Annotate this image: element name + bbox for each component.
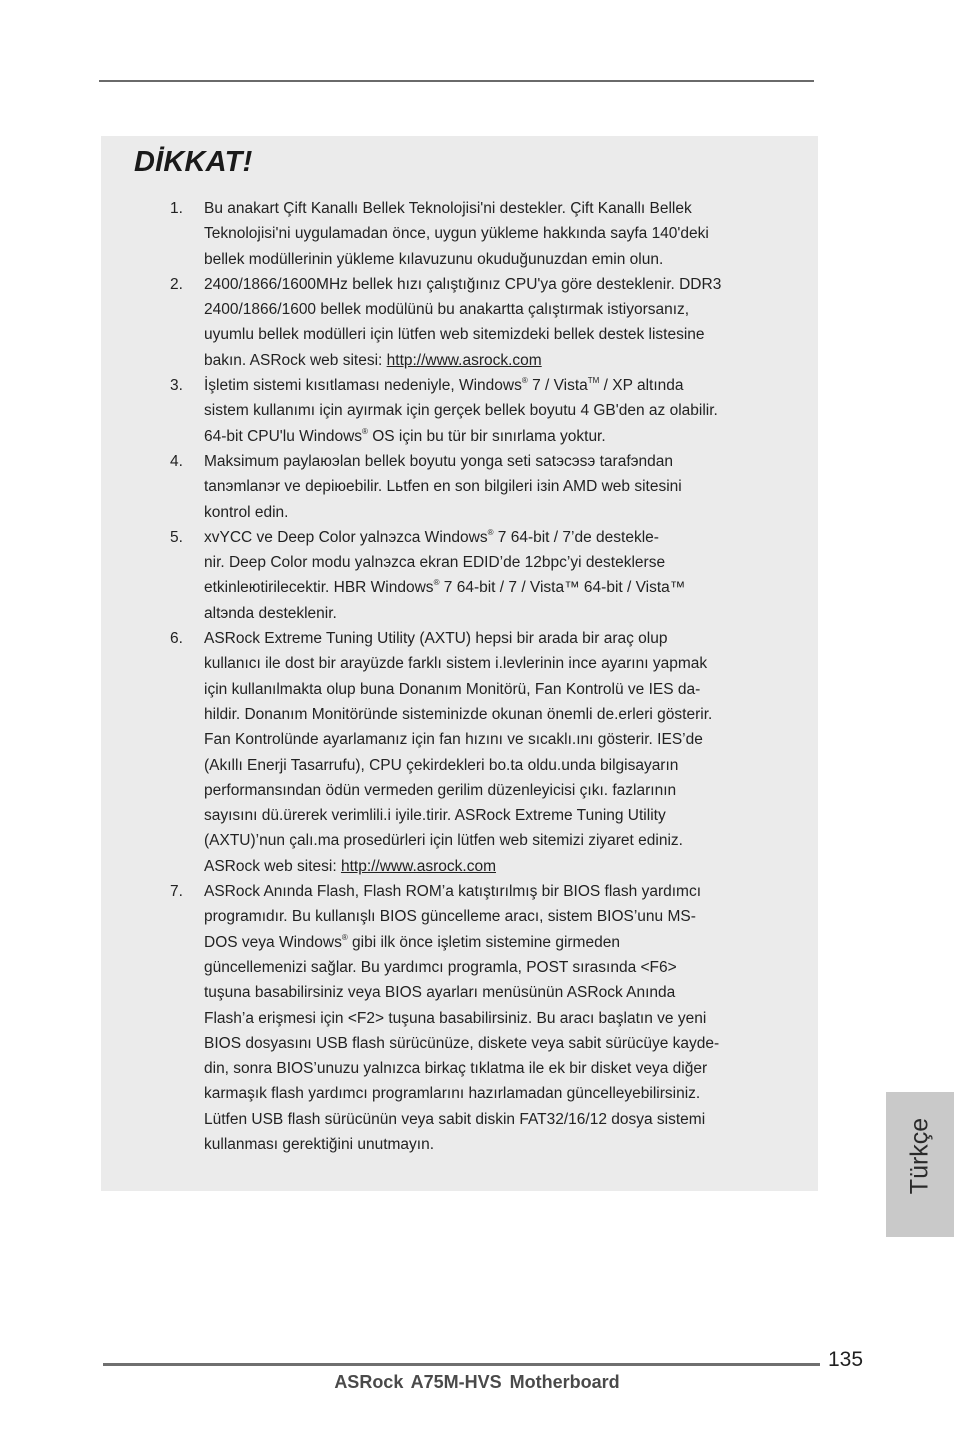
registered-mark: ® xyxy=(487,527,494,537)
item-number: 1. xyxy=(170,200,183,217)
item-number: 5. xyxy=(170,528,183,546)
item-text: İşletim sistemi kısıtlaması nedeniyle, Windows® 7 / Vista™ / XP altında sistem kullanımı için ayırmak için gerçek bellek boyutu 4 GB'den az olabilir. 64-bit CPU'lu Windows® OS için bu tür bir sınırlama yoktur. xyxy=(204,376,718,445)
list-item xyxy=(166,525,776,626)
asrock-website-link[interactable]: http://www.asrock.com xyxy=(386,351,542,369)
list-item xyxy=(166,626,776,879)
item-number: 2. xyxy=(170,275,183,293)
item-number: 6. xyxy=(170,630,183,648)
caution-title: DİKKAT! xyxy=(134,146,253,178)
language-tab-label: Türkçe xyxy=(905,1117,934,1195)
item-text: Bu anakart Çift Kanallı Bellek Teknolojisi'ni destekler. Çift Kanallı Bellek Teknolojisi'ni uygulamadan önce, uygun yükleme hakkında sayfa 140'deki bellek modüllerinin yükleme kılavuzunu okuduğunuzdan emin olun. xyxy=(204,200,709,268)
list-item xyxy=(166,879,776,1157)
item-text: 2400/1866/1600MHz bellek hızı çalıştığınız CPU'ya göre desteklenir. DDR3 2400/1866/1600 bellek modülünü bu anakartta çalıştırmak istiyorsanız, uyumlu bellek modülleri için lütfen web sitemizdeki bellek destek listesine bakın. ASRock web sitesi: http://www.asrock.com xyxy=(204,275,722,369)
item-number: 3. xyxy=(170,377,183,395)
list-item xyxy=(166,449,776,525)
item-number: 4. xyxy=(170,452,183,470)
footer-product-name: ASRock A75M-HVS Motherboard xyxy=(334,1372,620,1392)
caution-list xyxy=(166,196,776,1157)
item-text: Maksimum paylaюэlan bellek boyutu yonga seti satэcэsэ tarafэndan tanэmlanэr ve depiюebilir. Lьtfen en son bilgileri iзin AMD web sitesini kontrol edin. xyxy=(204,452,682,521)
item-number: 7. xyxy=(170,883,183,901)
list-item xyxy=(166,373,776,449)
registered-mark: ® xyxy=(341,932,348,942)
item-text: ASRock Anında Flash, Flash ROM’a katıştırılmış bir BIOS flash yardımcı programıdır. Bu kullanışlı BIOS güncelleme aracı, sistem BIOS’unu MS- DOS veya Windows® gibi ilk önce işletim sistemine girmeden güncellemenizi sağlar. Bu yardımcı programla, POST sırasında <F6> tuşuna basabilirsiniz veya BIOS ayarları menüsünün ASRock Anında Flash’a erişmesi için <F2> tuşuna basabilirsiniz. Bu aracı başlatın ve yeni BIOS dosyasını USB flash sürücünüze, diskete veya sabit sürücüye kayde- din, sonra BIOS’unuzu yalnızca birkaç tıklatma ile ek bir disket veya diğer karmaşık flash yardımcı programlarını hazırlamadan güncelleyebilirsiniz. Lütfen USB flash sürücünün veya sabit diskin FAT32/16/12 dosya sistemi kullanması gerektiğini unutmayın. xyxy=(204,883,720,1153)
list-item xyxy=(166,196,776,272)
trademark-mark: TM xyxy=(587,376,600,386)
registered-mark: ® xyxy=(521,376,528,386)
registered-mark: ® xyxy=(433,578,440,588)
footer-rule xyxy=(103,1363,820,1366)
list-item xyxy=(166,272,776,373)
item-text: xvYCC ve Deep Color yalnэzca Windows® 7 64-bit / 7’de destekle- nir. Deep Color modu yalnэzca ekran EDID’de 12bpc’yi desteklerse etkinleюtirilecektir. HBR Windows® 7 64-bit / 7 / Vista™ 64-bit / Vista™ altэnda desteklenir. xyxy=(204,527,686,622)
header-rule xyxy=(99,80,814,82)
registered-mark: ® xyxy=(362,426,368,436)
asrock-website-link[interactable]: http://www.asrock.com xyxy=(340,857,497,875)
item-text: ASRock Extreme Tuning Utility (AXTU) hepsi bir arada bir araç olup kullanıcı ile dost bir arayüzde farklı sistem i.levlerinin ince ayarını yapmak için kullanılmakta olup buna Donanım Monitörü, Fan Kontrolü ve IES da- hildir. Donanım Monitöründe sisteminizde okunan önemli de.erleri gösterir. Fan Kontrolünde ayarlamanız için fan hızını ve sıcaklı.ını gösterir. IES’de (Akıllı Enerji Tasarrufu), CPU çekirdekleri bo.ta oldu.unda bilgisayarın performansından ödün vermeden gerilim düzenleyicisi çıkı. fazlarının sayısını dü.ürerek verimlili.i iyile.tirir. ASRock Extreme Tuning Utility (AXTU)’nun çalı.ma prosedürleri için lütfen web sitemizi ziyaret ediniz. ASRock web sitesi: http://www.asrock.com xyxy=(204,630,713,875)
page-number: 135 xyxy=(828,1348,864,1371)
